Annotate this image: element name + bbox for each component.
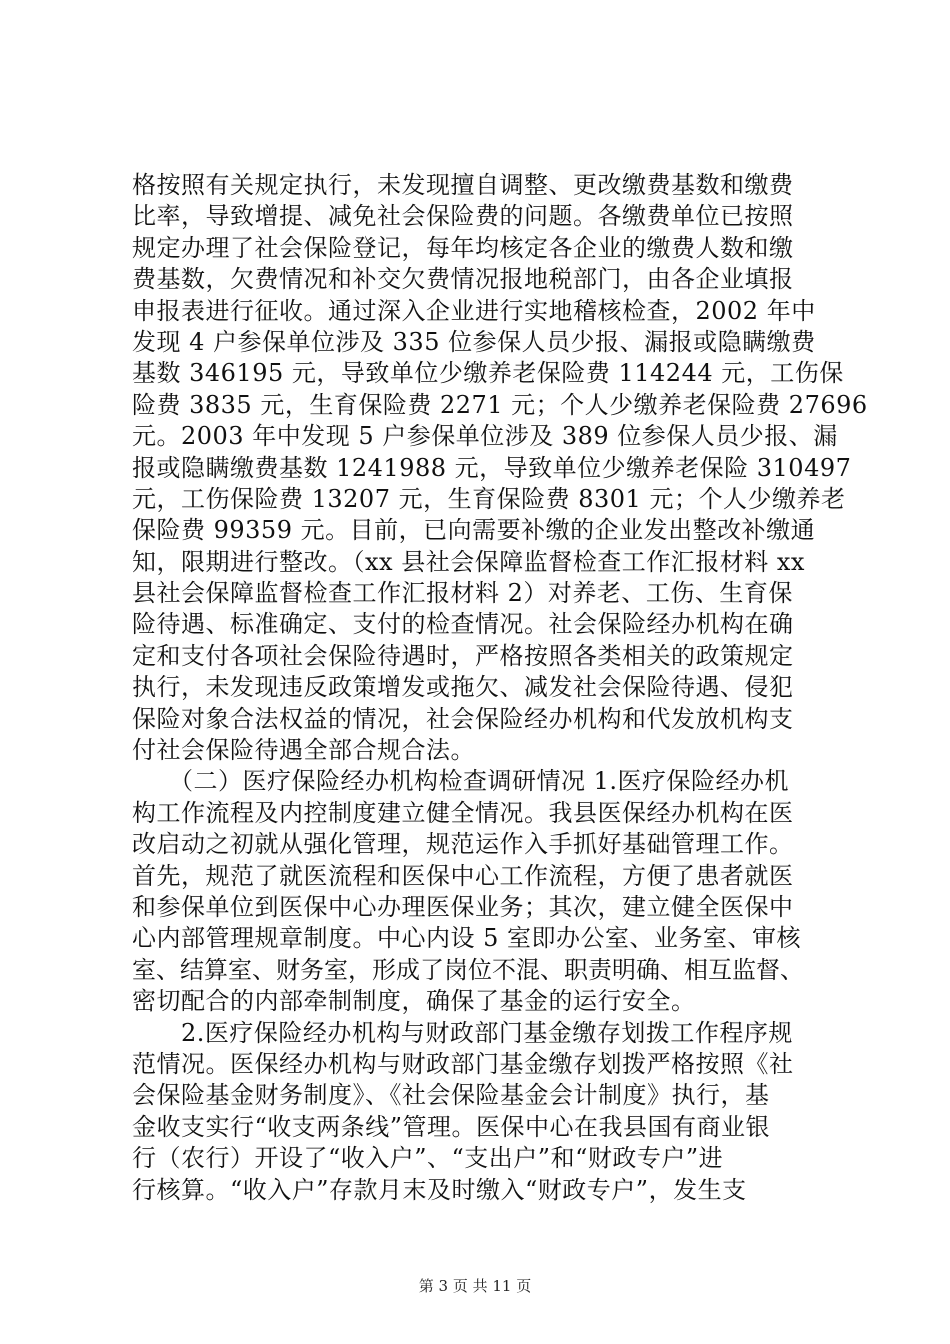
text-line: 密切配合的内部牵制制度，确保了基金的运行安全。 <box>132 987 696 1016</box>
paragraph-start-line: 2.医疗保险经办机构与财政部门基金缴存划拨工作程序规 <box>132 1018 793 1047</box>
text-line: 元，工伤保险费 13207 元，生育保险费 8301 元；个人少缴养老 <box>132 484 846 513</box>
page-number-footer: 第 3 页 共 11 页 <box>418 1277 532 1295</box>
text-line: 会保险基金财务制度》、《社会保险基金会计制度》执行，基 <box>132 1081 770 1110</box>
text-line: 行（农行）开设了“收入户”、“支出户”和“财政专户”进 <box>132 1144 724 1173</box>
text-line: 报或隐瞒缴费基数 1241988 元，导致单位少缴养老保险 310497 <box>132 453 852 482</box>
text-line: 险费 3835 元，生育保险费 2271 元；个人少缴养老保险费 27696 <box>132 390 868 419</box>
text-line: 范情况。医保经办机构与财政部门基金缴存划拨严格按照《社 <box>132 1049 794 1078</box>
text-line: 金收支实行“收支两条线”管理。医保中心在我县国有商业银 <box>132 1112 771 1141</box>
text-line: 室、结算室、财务室，形成了岗位不混、职责明确、相互监督、 <box>132 955 804 984</box>
text-line: 格按照有关规定执行，未发现擅自调整、更改缴费基数和缴费 <box>132 171 794 199</box>
section-heading-line: （二）医疗保险经办机构检查调研情况 1.医疗保险经办机 <box>132 767 790 796</box>
text-line: 改启动之初就从强化管理，规范运作入手抓好基础管理工作。 <box>132 830 794 859</box>
text-line: 执行，未发现违反政策增发或拖欠、减发社会保险待遇、侵犯 <box>132 673 794 702</box>
text-line: 构工作流程及内控制度建立健全情况。我县医保经办机构在医 <box>132 798 794 827</box>
text-line: 保险对象合法权益的情况，社会保险经办机构和代发放机构支 <box>132 704 794 733</box>
text-line: 申报表进行征收。通过深入企业进行实地稽核检查，2002 年中 <box>132 296 816 325</box>
text-line: 首先，规范了就医流程和医保中心工作流程，方便了患者就医 <box>132 861 794 890</box>
text-line: 定和支付各项社会保险待遇时，严格按照各类相关的政策规定 <box>132 641 794 670</box>
text-line: 行核算。“收入户”存款月末及时缴入“财政专户”，发生支 <box>132 1175 747 1204</box>
text-line: 规定办理了社会保险登记，每年均核定各企业的缴费人数和缴 <box>132 233 794 262</box>
text-line: 险待遇、标准确定、支付的检查情况。社会保险经办机构在确 <box>132 610 794 639</box>
text-line: 县社会保障监督检查工作汇报材料 2）对养老、工伤、生育保 <box>132 579 793 608</box>
text-line: 和参保单位到医保中心办理医保业务；其次，建立健全医保中 <box>132 892 794 921</box>
text-line: 保险费 99359 元。目前，已向需要补缴的企业发出整改补缴通 <box>132 516 816 545</box>
text-line: 心内部管理规章制度。中心内设 5 室即办公室、业务室、审核 <box>132 924 802 953</box>
text-line: 知，限期进行整改。（xx 县社会保障监督检查工作汇报材料 xx <box>132 547 805 576</box>
text-line: 付社会保险待遇全部合规合法。 <box>132 736 475 765</box>
text-line: 元。2003 年中发现 5 户参保单位涉及 389 位参保人员少报、漏 <box>132 422 838 451</box>
text-line: 基数 346195 元，导致单位少缴养老保险费 114244 元，工伤保 <box>132 359 844 388</box>
document-body <box>132 170 868 1206</box>
text-line: 费基数，欠费情况和补交欠费情况报地税部门，由各企业填报 <box>132 265 794 294</box>
text-line: 比率，导致增提、减免社会保险费的问题。各缴费单位已按照 <box>132 202 794 231</box>
text-line: 发现 4 户参保单位涉及 335 位参保人员少报、漏报或隐瞒缴费 <box>132 327 816 356</box>
